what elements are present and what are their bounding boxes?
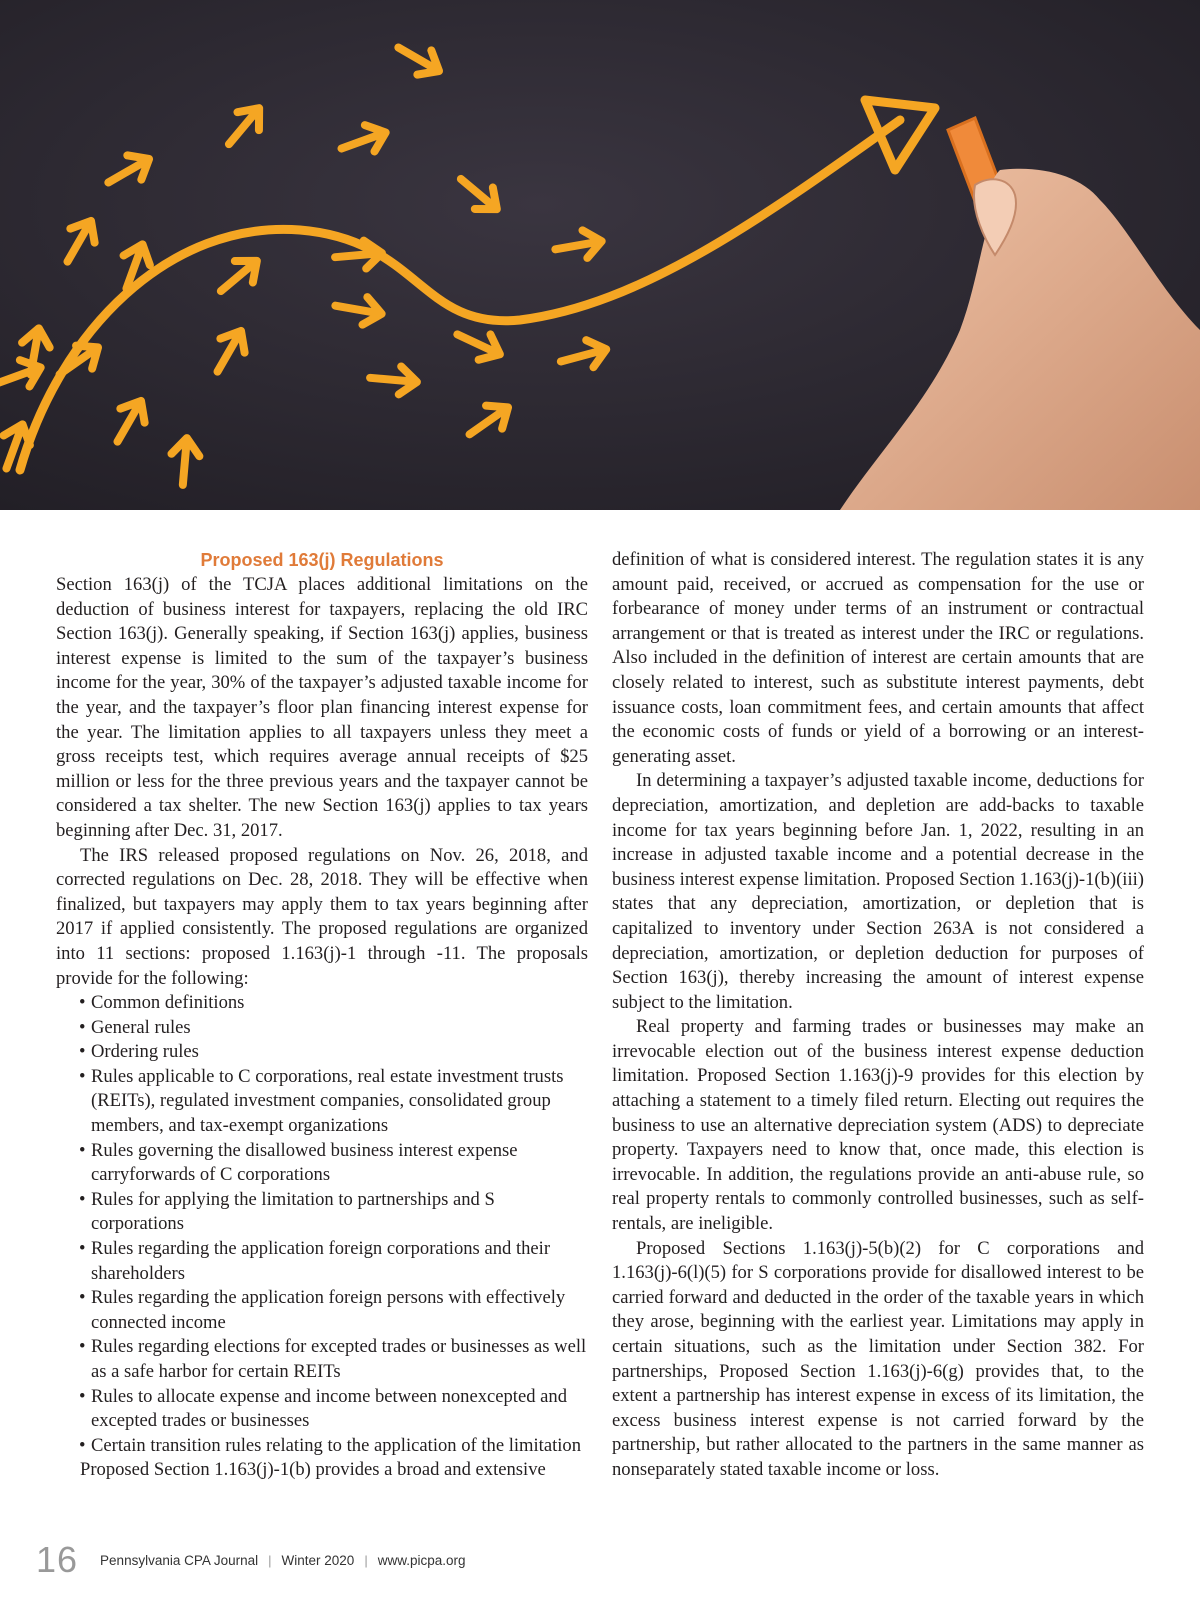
page-footer	[36, 1535, 466, 1585]
issue-date: Winter 2020	[281, 1552, 355, 1568]
list-item: • Rules to allocate expense and income between nonexcepted and excepted trades or businesses	[79, 1385, 588, 1434]
list-item: • Rules governing the disallowed business interest expense carryforwards of C corporations	[79, 1139, 588, 1188]
paragraph: Proposed Section 1.163(j)-1(b) provides a broad and extensive	[80, 1459, 546, 1481]
list-item: • Rules applicable to C corporations, real estate investment trusts (REITs), regulated investment companies, consolidated group members, and tax-exempt organizations	[79, 1065, 588, 1139]
website-link[interactable]: www.picpa.org	[377, 1552, 466, 1568]
paragraph: Section 163(j) of the TCJA places additional limitations on the deduction of business interest for taxpayers, replacing the old IRC Section 163(j). Generally speaking, if Section 163(j) applies, business interest expense is limited to the sum of the taxpayer’s business income for the year, 30% of the taxpayer’s adjusted taxable income for the year, and the taxpayer’s floor plan financing interest expense for the year. The limitation applies to all taxpayers unless they meet a gross receipts test, which requires average annual receipts of $25 million or less for the three previous years and the taxpayer cannot be considered a tax shelter. The new Section 163(j) applies to tax years beginning after Dec. 31, 2017.	[56, 574, 588, 841]
paragraph: The IRS released proposed regulations on Nov. 26, 2018, and corrected regulations on Dec. 28, 2018. They will be effective when finalized, but taxpayers may apply them to tax years beginning after 2017 if applied consistently. The proposed regulations are organized into 11 sections: proposed 1.163(j)-1 through -11. The proposals provide for the following:	[56, 844, 588, 989]
right-column	[612, 548, 1144, 1483]
left-column	[56, 548, 588, 1483]
section-heading: Proposed 163(j) Regulations	[200, 550, 444, 570]
bullet-list	[56, 991, 588, 1458]
footer-separator: |	[364, 1552, 368, 1568]
chalkboard-illustration	[0, 0, 1200, 510]
hero-image	[0, 0, 1200, 510]
list-item: • Rules regarding the application foreign corporations and their shareholders	[79, 1237, 588, 1286]
paragraph: In determining a taxpayer’s adjusted taxable income, deductions for depreciation, amortization, and depletion are add-backs to taxable income for tax years beginning before Jan. 1, 2022, resulting in an increase in adjusted taxable income and a potential decrease in the business interest expense limitation. Proposed Section 1.163(j)-1(b)(iii) states that any depreciation, amortization, or depletion that is capitalized to inventory under Section 263A is not considered a depreciation, amortization, or depletion deduction for purposes of Section 163(j), thereby increasing the amount of interest expense subject to the limitation.	[612, 770, 1144, 1013]
list-item: • General rules	[79, 1016, 588, 1041]
list-item: • Rules for applying the limitation to partnerships and S corporations	[79, 1188, 588, 1237]
list-item: • Rules regarding elections for excepted trades or businesses as well as a safe harbor for certain REITs	[79, 1335, 588, 1384]
list-item: • Certain transition rules relating to the application of the limitation	[79, 1434, 588, 1459]
page-number: 16	[36, 1539, 79, 1580]
list-item: • Common definitions	[79, 991, 588, 1016]
publication-name: Pennsylvania CPA Journal	[100, 1552, 259, 1568]
list-item: • Rules regarding the application foreign persons with effectively connected income	[79, 1286, 588, 1335]
list-item: • Ordering rules	[79, 1040, 588, 1065]
paragraph: Real property and farming trades or businesses may make an irrevocable election out of the business interest expense deduction limitation. Proposed Section 1.163(j)-9 provides for this election by attaching a statement to a timely filed return. Electing out requires the business to use an alternative depreciation system (ADS) to depreciate property. Taxpayers need to know that, once made, this election is irrevocable. In addition, the regulations provide an anti-abuse rule, so real property rentals to commonly controlled businesses, such as self-rentals, are ineligible.	[612, 1016, 1144, 1235]
paragraph: Proposed Sections 1.163(j)-5(b)(2) for C corporations and 1.163(j)-6(l)(5) for S corporations provide for disallowed interest to be carried forward and deducted in the order of the taxable years in which they arose, beginning with the earliest year. Limitations may apply in certain situations, such as the limitation under Section 382. For partnerships, Proposed Section 1.163(j)-6(g) provides that, to the extent a partnership has interest expense in excess of its limitation, the excess business interest expense is not carried forward by the partnership, but rather allocated to the partners in the same manner as nonseparately stated taxable income or loss.	[612, 1237, 1144, 1480]
footer-separator: |	[268, 1552, 272, 1568]
paragraph: definition of what is considered interest. The regulation states it is any amount paid, received, or accrued as compensation for the use or forbearance of money under terms of an instrument or contractual arrangement or that is treated as interest under the IRC or regulations. Also included in the definition of interest are certain amounts that are closely related to interest, such as substitute interest payments, debt issuance costs, loan commitment fees, and certain amounts that affect the economic costs of funds or yield of a borrowing or an interest-generating asset.	[612, 549, 1144, 767]
